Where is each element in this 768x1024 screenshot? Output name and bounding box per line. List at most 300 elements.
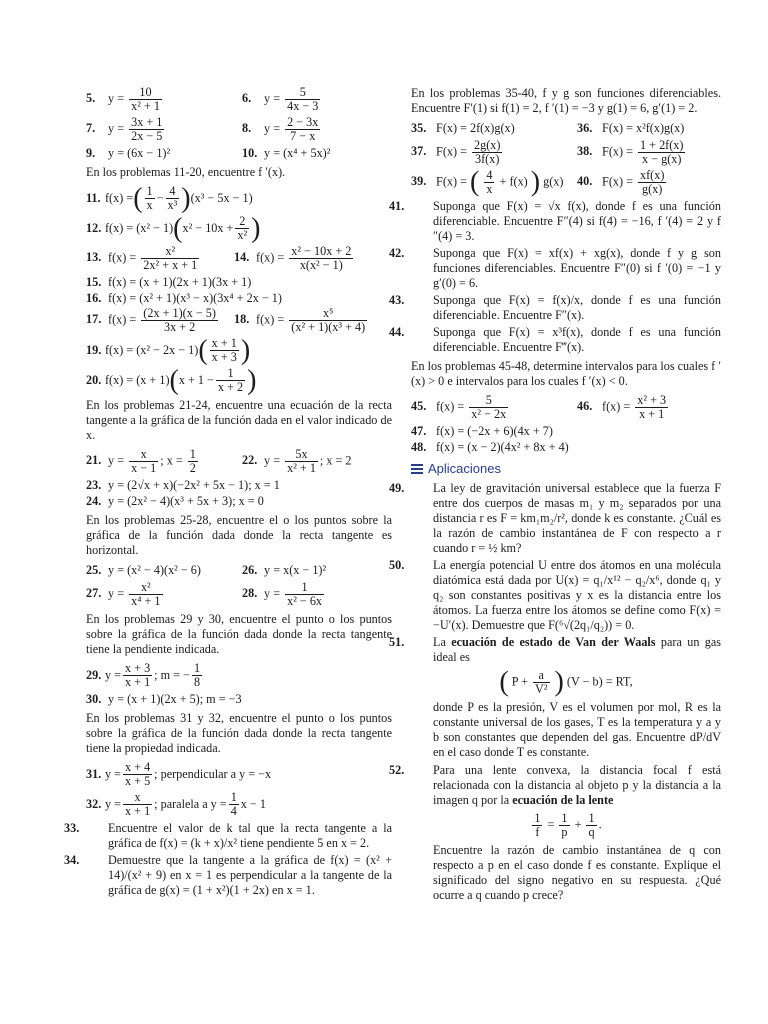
problem-14 <box>234 245 392 272</box>
open-paren: ( <box>133 182 143 214</box>
fraction <box>123 761 152 788</box>
denominator: 2x − 5 <box>131 129 163 143</box>
numerator: 2 <box>235 215 249 229</box>
expr: ; perpendicular a y = −x <box>154 767 272 781</box>
expr: y = <box>264 121 281 136</box>
minus-sign: − <box>156 191 164 205</box>
expr: f(x) = <box>105 191 134 205</box>
problem-51 <box>389 635 722 665</box>
fraction <box>638 169 666 196</box>
problem-text: Suponga que F(x) = xf(x) + xg(x), donde f y g son funciones diferenciables. Encuentre F″(0) si f ′(0) = −1 y g′(0) = 6. <box>433 246 721 290</box>
problem-number: 47. <box>411 424 427 438</box>
problem-number: 20. <box>86 373 102 387</box>
fraction <box>469 394 508 421</box>
problem-text: Suponga que F(x) = x³f(x), donde f es una función diferenciable. Encuentre F‴(x). <box>433 325 721 354</box>
expr: F(x) = 2f(x)g(x) <box>436 121 515 135</box>
problem-text: Demuestre que la tangente a la gráfica de f(x) = (x² + 14)/(x² + 9) en x = 1 es perpendicular a la tangente de la gráfica de g(x) = (1 + x²)(1 + 2x) en x = 1. <box>108 853 392 897</box>
numerator: 5 <box>469 394 508 408</box>
fraction <box>188 448 198 475</box>
expr: y = (2x² − 4)(x³ + 5x + 3); x = 0 <box>108 494 264 508</box>
problem-number: 14. <box>234 250 250 265</box>
problem-row <box>86 307 392 334</box>
open-paren: ( <box>169 364 179 396</box>
denominator: 3f(x) <box>475 152 500 166</box>
denominator: x⁴ + 1 <box>131 594 161 608</box>
open-paren: ( <box>470 166 480 198</box>
fraction <box>484 169 494 196</box>
numerator: x² <box>129 581 162 595</box>
problem-8 <box>242 116 392 143</box>
problem-row <box>86 563 392 578</box>
menu-icon <box>411 464 423 474</box>
problem-28 <box>242 581 392 608</box>
problem-number: 27. <box>86 586 102 601</box>
expr: f(x) = <box>256 250 285 265</box>
problem-number: 32. <box>86 797 102 811</box>
problem-25 <box>86 563 242 578</box>
numerator: x² − 10x + 2 <box>291 244 352 258</box>
problem-23 <box>86 478 392 493</box>
problem-row <box>411 394 721 421</box>
problem-text: La <box>433 635 446 649</box>
problem-52-continued: Encuentre la razón de cambio instantánea de q con respecto a p en el caso donde f es constante. Explique el significado del signo negativo en su respuesta. ¿Qué ocurre a q cuando p crece? <box>433 843 721 902</box>
numerator: 4 <box>166 185 180 199</box>
problem-34 <box>64 853 392 898</box>
denominator: x − g(x) <box>642 152 682 166</box>
problem-number: 49. <box>389 481 405 495</box>
expr: f(x) = <box>602 399 631 414</box>
problem-15 <box>86 275 392 290</box>
expr: f(x) = <box>256 312 285 327</box>
problem-number: 7. <box>86 121 96 136</box>
fraction <box>129 581 162 608</box>
expr: f(x) = <box>108 312 137 327</box>
expr: f(x) = (x − 2)(4x² + 8x + 4) <box>436 440 569 454</box>
problem-40 <box>577 169 721 196</box>
denominator: x² − 6x <box>287 594 323 608</box>
instructions-45-48: En los problemas 45-48, determine intervalos para los cuales f ′(x) > 0 e intervalos para los cuales f ′(x) < 0. <box>411 359 721 388</box>
problem-number: 37. <box>411 144 427 159</box>
problem-row <box>86 146 392 161</box>
problem-7 <box>86 116 242 143</box>
expr: f(x) = <box>436 399 465 414</box>
instructions-31-32: En los problemas 31 y 32, encuentre el punto o los puntos sobre la gráfica de la función dada donde la recta tangente tiene la propiedad indicada. <box>86 711 392 755</box>
open-paren: ( <box>198 334 208 366</box>
problem-27 <box>86 581 242 608</box>
problem-6 <box>242 86 392 113</box>
instructions-11-20: En los problemas 11-20, encuentre f ′(x). <box>86 165 286 179</box>
problem-number: 28. <box>242 586 258 601</box>
problem-19 <box>86 334 392 366</box>
lens-equation <box>411 812 721 839</box>
expr: F(x) = <box>602 144 633 159</box>
numerator: 1 <box>193 661 201 675</box>
fraction <box>129 116 164 143</box>
problem-45 <box>411 394 577 421</box>
expr: y = (6x − 1)² <box>108 146 171 160</box>
fraction <box>192 662 202 689</box>
denominator: x + 5 <box>125 774 151 788</box>
left-column <box>64 85 392 900</box>
section-header <box>411 461 721 476</box>
expr: y = <box>108 586 125 601</box>
instructions-35-40: En los problemas 35-40, f y g son funciones diferenciables. Encuentre F′(1) si f(1) = 2, f ′(1) = −3 y g(1) = 6, g′(1) = 2. <box>411 86 721 115</box>
problem-38 <box>577 139 721 166</box>
fraction <box>533 669 549 696</box>
numerator: x⁵ <box>289 307 367 321</box>
expr: F(x) = x²f(x)g(x) <box>602 121 685 135</box>
problem-10 <box>242 146 392 161</box>
numerator: a <box>533 669 549 683</box>
problem-number: 30. <box>86 692 102 706</box>
numerator: x <box>129 448 158 462</box>
fraction <box>129 86 162 113</box>
numerator: x² + 3 <box>637 393 667 407</box>
numerator: 5x <box>285 448 318 462</box>
expr: y = <box>105 668 122 682</box>
expr: y = (x + 1)(2x + 5); m = −3 <box>108 692 242 706</box>
problem-13 <box>86 245 234 272</box>
numerator: 1 <box>561 811 568 825</box>
fraction <box>141 307 218 334</box>
denominator: x(x² − 1) <box>299 258 343 272</box>
denominator: g(x) <box>642 182 663 196</box>
denominator: x³ <box>167 198 178 212</box>
problem-43 <box>389 293 721 323</box>
problem-number: 26. <box>242 563 258 577</box>
numerator: 1 <box>216 367 245 381</box>
problem-number: 25. <box>86 563 102 577</box>
denominator: 3x + 2 <box>163 320 196 334</box>
instructions-29-30: En los problemas 29 y 30, encuentre el punto o los puntos sobre la gráfica de la función dada donde la recta tangente tiene la pendiente indicada. <box>86 612 392 656</box>
expr: f(x) = (−2x + 6)(4x + 7) <box>436 424 553 438</box>
expr: y = <box>264 91 281 106</box>
denominator: 8 <box>193 675 201 689</box>
expr: f(x) = (x + 1) <box>105 373 170 387</box>
denominator: 7 − x <box>290 129 316 143</box>
denominator: 4x − 3 <box>287 99 319 113</box>
problem-number: 24. <box>86 494 102 508</box>
problem-9 <box>86 146 242 161</box>
denominator: p <box>561 825 568 839</box>
problem-number: 48. <box>411 440 427 454</box>
denominator: 4 <box>230 804 237 818</box>
fraction <box>123 662 152 689</box>
fraction <box>532 812 542 839</box>
problem-11 <box>86 182 392 214</box>
problem-number: 36. <box>577 121 593 135</box>
emphasis: ecuación de estado de Van der Waals <box>451 635 656 649</box>
expr: y = (2√x + x)(−2x² + 5x − 1); x = 1 <box>108 478 280 492</box>
expr: (x³ − 5x − 1) <box>190 191 253 205</box>
problem-48 <box>411 440 721 455</box>
fraction <box>141 245 199 272</box>
numerator: x + 1 <box>211 336 237 350</box>
problem-41 <box>389 199 721 244</box>
denominator: x + 2 <box>217 380 244 394</box>
denominator: 2x² + x + 1 <box>143 258 198 272</box>
expr: . <box>598 817 602 832</box>
problem-52 <box>389 763 721 808</box>
problem-number: 39. <box>411 174 427 189</box>
problem-44 <box>389 325 721 355</box>
denominator: V² <box>535 682 548 696</box>
expr: f(x) = (x² − 2x − 1) <box>105 343 199 357</box>
problem-row <box>411 121 721 136</box>
denominator: (x² + 1)(x³ + 4) <box>291 320 366 334</box>
expr: g(x) <box>543 174 564 189</box>
problem-number: 13. <box>86 250 102 265</box>
fraction <box>635 394 668 421</box>
numerator: 1 <box>146 184 153 198</box>
problem-number: 31. <box>86 767 102 781</box>
expr: F(x) = <box>436 174 467 189</box>
fraction <box>235 215 249 242</box>
close-paren: ) <box>530 166 541 198</box>
expr: y = <box>264 453 281 468</box>
numerator: 1 <box>230 790 237 804</box>
expr: f(x) = <box>108 250 137 265</box>
problem-31 <box>86 761 392 788</box>
problem-number: 41. <box>389 199 405 213</box>
numerator: 1 <box>189 447 196 461</box>
close-paren: ) <box>251 212 261 244</box>
close-paren: ) <box>181 182 191 214</box>
denominator: x + 1 <box>125 675 151 689</box>
denominator: 2 <box>189 461 196 475</box>
fraction <box>129 448 158 475</box>
problem-text: La ley de gravitación universal establece que la fuerza F entre dos cuerpos de masas m₁ y m₂ separados por una distancia r es F = km₁m₂/r², donde k es constante. ¿Cuál es la razón de cambio instantánea de F con respecto a r cuando r = ½ km? <box>433 481 721 555</box>
problem-text: Suponga que F(x) = √x f(x), donde f es una función diferenciable. Encuentre F″(4) si f(4) = −16, f ′(4) = 2 y f ″(4) = 3. <box>433 199 721 243</box>
fraction <box>285 581 324 608</box>
problem-50 <box>389 558 721 633</box>
instructions-25-28: En los problemas 25-28, encuentre el o los puntos sobre la gráfica de la función dada donde la recta tangente es horizontal. <box>86 513 392 557</box>
problem-47 <box>411 424 721 439</box>
denominator: x <box>486 182 493 196</box>
problem-number: 19. <box>86 343 102 357</box>
problem-row <box>86 86 392 113</box>
van-der-waals-equation <box>411 666 721 698</box>
expr: F(x) = <box>602 174 633 189</box>
expr: x − 1 <box>240 797 266 811</box>
expr: y = (x² − 4)(x² − 6) <box>108 563 201 577</box>
expr: F(x) = <box>436 144 467 159</box>
expr: ; m = − <box>154 668 190 682</box>
problem-number: 34. <box>64 853 80 867</box>
expr: (V − b) = RT, <box>566 674 633 689</box>
problem-29 <box>86 662 392 689</box>
expr: y = <box>108 91 125 106</box>
problem-30 <box>86 692 392 707</box>
expr: + <box>574 817 582 832</box>
problem-33 <box>64 821 392 851</box>
problem-12 <box>86 212 392 244</box>
expr: y = <box>105 797 122 811</box>
numerator: 10 <box>129 86 162 100</box>
problem-number: 44. <box>389 325 405 339</box>
problem-16 <box>86 291 392 306</box>
problem-39 <box>411 166 577 198</box>
problem-21 <box>86 448 242 475</box>
problem-36 <box>577 121 721 136</box>
fraction <box>586 812 596 839</box>
instructions-21-24: En los problemas 21-24, encuentre una ecuación de la recta tangente a la gráfica de la función dada en el valor indicado de x. <box>86 398 392 442</box>
problem-number: 23. <box>86 478 102 492</box>
right-column <box>389 86 722 903</box>
expr: y = <box>264 586 281 601</box>
problem-number: 42. <box>389 246 405 260</box>
numerator: x <box>123 791 152 805</box>
expr: x + 1 − <box>178 373 214 387</box>
problem-number: 29. <box>86 668 102 682</box>
fraction <box>123 791 152 818</box>
problem-number: 40. <box>577 174 593 189</box>
fraction <box>638 139 685 166</box>
numerator: 3x + 1 <box>131 115 163 129</box>
problem-row <box>411 166 721 198</box>
section-title: Aplicaciones <box>428 461 501 476</box>
problem-22 <box>242 448 392 475</box>
denominator: x² − 2x <box>471 407 507 421</box>
denominator: x² <box>237 228 248 242</box>
problem-number: 21. <box>86 453 102 468</box>
problem-51-continued: donde P es la presión, V es el volumen por mol, R es la constante universal de los gases, T es la temperatura y a y b son constantes que dependen del gas. Encuentre dP/dV en el caso donde T es constante. <box>433 700 721 759</box>
problem-text: Encuentre el valor de k tal que la recta tangente a la gráfica de f(x) = (k + x)/x² tiene pendiente 5 en x = 2. <box>108 821 392 850</box>
problem-number: 8. <box>242 121 252 136</box>
emphasis: ecuación de la lente <box>512 793 614 807</box>
problem-number: 22. <box>242 453 258 468</box>
expr: f(x) = (x² + 1)(x³ − x)(3x⁴ + 2x − 1) <box>108 291 282 305</box>
numerator: x + 4 <box>125 760 151 774</box>
denominator: f <box>535 825 540 839</box>
problem-number: 5. <box>86 91 96 106</box>
problem-20 <box>86 364 392 396</box>
numerator: 1 <box>534 811 541 825</box>
expr: y = <box>105 767 122 781</box>
fraction <box>229 791 239 818</box>
problem-text: Suponga que F(x) = f(x)/x, donde f es una función diferenciable. Encuentre F″(x). <box>433 293 721 322</box>
fraction <box>285 448 318 475</box>
problem-number: 10. <box>242 146 258 160</box>
problem-number: 15. <box>86 275 102 289</box>
fraction <box>289 245 353 272</box>
expr: = <box>547 817 555 832</box>
numerator: x + 3 <box>125 661 151 675</box>
fraction <box>145 185 155 212</box>
fraction <box>166 185 180 212</box>
fraction <box>216 367 245 394</box>
problem-42 <box>389 246 721 291</box>
close-paren: ) <box>554 666 564 698</box>
problem-number: 52. <box>389 763 405 777</box>
denominator: x + 3 <box>211 350 237 364</box>
problem-text: La energía potencial U entre dos átomos en una molécula diatómica está dada por U(x) = q₁/x¹² − q₂/x⁶, donde q₁ y q₂ son constantes positivas y x es la distancia entre los átomos. La fuerza entre los átomos se define como F(x) = −U′(x). Demuestre que F(⁶√(2q₁/q₂)) = 0. <box>433 558 721 632</box>
expr: ; paralela a y = <box>154 797 227 811</box>
expr: P + <box>511 674 528 689</box>
numerator: 1 <box>588 811 595 825</box>
problem-text: Para una lente convexa, la distancia focal f está relacionada con la distancia al objeto p y la distancia a la imagen q por la <box>433 763 721 807</box>
problem-number: 33. <box>64 821 80 835</box>
close-paren: ) <box>247 364 257 396</box>
problem-24 <box>86 494 392 509</box>
expr: f(x) = (x + 1)(2x + 1)(3x + 1) <box>108 275 252 289</box>
problem-number: 17. <box>86 312 102 327</box>
numerator: 1 + 2f(x) <box>640 138 684 152</box>
denominator: x² + 1 <box>287 461 316 475</box>
expr: y = (x⁴ + 5x)² <box>264 146 331 160</box>
numerator: 4 <box>486 168 493 182</box>
problem-row <box>86 581 392 608</box>
fraction <box>559 812 569 839</box>
problem-number: 51. <box>389 635 405 649</box>
problem-number: 45. <box>411 399 427 414</box>
denominator: x + 1 <box>639 407 665 421</box>
expr: ; x = <box>160 453 183 468</box>
denominator: q <box>588 825 595 839</box>
problem-5 <box>86 86 242 113</box>
problem-number: 12. <box>86 221 102 235</box>
fraction <box>472 139 502 166</box>
expr: y = x(x − 1)² <box>264 563 327 577</box>
expr: x² − 10x + <box>182 221 234 235</box>
numerator: 2g(x) <box>474 138 501 152</box>
denominator: x² + 1 <box>131 99 160 113</box>
numerator: xf(x) <box>640 168 665 182</box>
problem-number: 50. <box>389 558 405 572</box>
problem-number: 35. <box>411 121 427 135</box>
problem-number: 18. <box>234 312 250 327</box>
fraction <box>285 116 320 143</box>
numerator: x² <box>141 245 199 259</box>
problem-number: 6. <box>242 91 252 106</box>
expr: + f(x) <box>499 174 528 189</box>
problem-18 <box>234 307 392 334</box>
problem-number: 11. <box>86 191 101 205</box>
problem-number: 38. <box>577 144 593 159</box>
problem-number: 9. <box>86 146 96 160</box>
problem-row <box>86 448 392 475</box>
open-paren: ( <box>499 666 509 698</box>
expr: y = <box>108 121 125 136</box>
numerator: (2x + 1)(x − 5) <box>143 306 216 320</box>
problem-49 <box>389 481 721 556</box>
problem-number: 16. <box>86 291 102 305</box>
close-paren: ) <box>240 334 251 366</box>
problem-37 <box>411 139 577 166</box>
fraction <box>289 307 367 334</box>
problem-32 <box>86 791 392 818</box>
problem-35 <box>411 121 577 136</box>
problem-row <box>86 116 392 143</box>
denominator: x + 1 <box>125 804 151 818</box>
problem-row <box>411 139 721 166</box>
expr: f(x) = (x² − 1) <box>105 221 174 235</box>
problem-row <box>86 245 392 272</box>
denominator: x <box>146 198 153 212</box>
numerator: 2 − 3x <box>287 115 319 129</box>
problem-26 <box>242 563 392 578</box>
fraction <box>285 86 320 113</box>
numerator: 1 <box>285 581 324 595</box>
open-paren: ( <box>173 212 183 244</box>
numerator: 5 <box>285 86 320 100</box>
denominator: x − 1 <box>131 461 157 475</box>
problem-text: para un gas ideal es <box>433 635 722 664</box>
problem-number: 46. <box>577 399 593 414</box>
problem-number: 43. <box>389 293 405 307</box>
expr: ; x = 2 <box>319 453 352 468</box>
expr: y = <box>108 453 125 468</box>
